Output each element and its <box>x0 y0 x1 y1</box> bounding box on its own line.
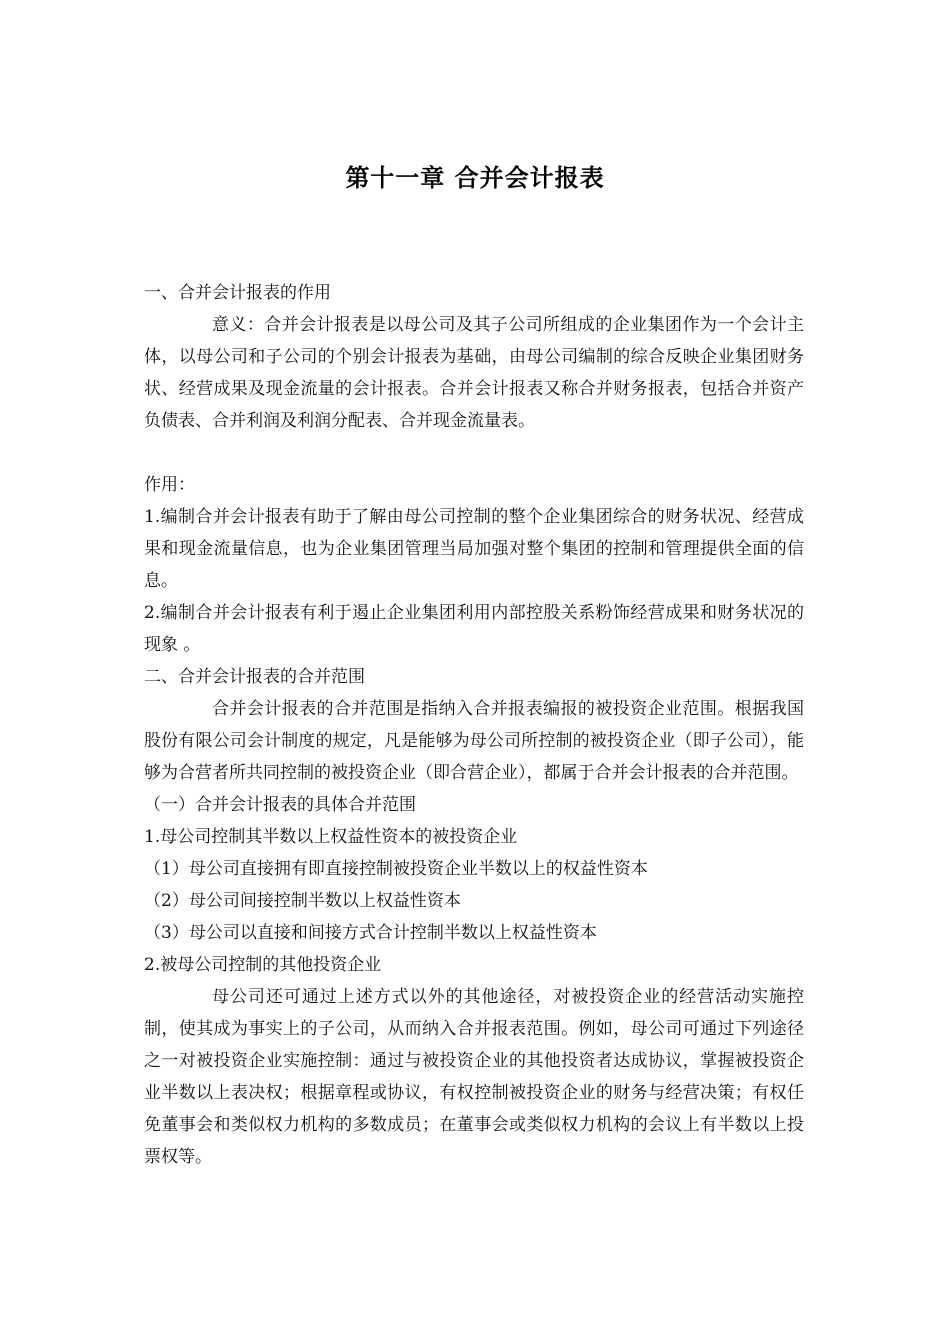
paragraph: （2）母公司间接控制半数以上权益性资本 <box>144 891 461 911</box>
paragraph: 2.编制合并会计报表有利于遏止企业集团利用内部控股关系粉饰经营成果和财务状况的现象 。 <box>144 603 804 655</box>
paragraph: （1）母公司直接拥有即直接控制被投资企业半数以上的权益性资本 <box>144 859 648 879</box>
chapter-title: 第十一章 合并会计报表 <box>345 164 605 192</box>
paragraph: 母公司还可通过上述方式以外的其他途径，对被投资企业的经营活动实施控制，使其成为事实上的子公司，从而纳入合并报表范围。例如，母公司可通过下列途径之一对被投资企业实施控制：通过与被投资企业的其他投资者达成协议，掌握被投资企业半数以上表决权；根据章程或协议，有权控制被投资企业的财务与经营决策；有权任免董事会和类似权力机构的多数成员；在董事会或类似权力机构的会议上有半数以上投票权等。 <box>144 987 804 1167</box>
paragraph: （3）母公司以直接和间接方式合计控制半数以上权益性资本 <box>144 923 597 943</box>
paragraph: 一、合并会计报表的作用 <box>144 283 331 303</box>
paragraph: 2.被母公司控制的其他投资企业 <box>144 955 382 975</box>
paragraph: 合并会计报表的合并范围是指纳入合并报表编报的被投资企业范围。根据我国股份有限公司会计制度的规定，凡是能够为母公司所控制的被投资企业（即子公司），能够为合营者所共同控制的被投资企业（即合营企业），都属于合并会计报表的合并范围。 <box>144 699 804 783</box>
blank-line <box>144 437 804 469</box>
document-body <box>144 277 804 1173</box>
paragraph: 意义：合并会计报表是以母公司及其子公司所组成的企业集团作为一个会计主体，以母公司和子公司的个别会计报表为基础，由母公司编制的综合反映企业集团财务状、经营成果及现金流量的会计报表。合并会计报表又称合并财务报表，包括合并资产负债表、合并利润及利润分配表、合并现金流量表。 <box>144 315 804 431</box>
paragraph: 二、合并会计报表的合并范围 <box>144 667 365 687</box>
paragraph: 作用： <box>144 475 195 495</box>
paragraph: （一）合并会计报表的具体合并范围 <box>144 795 416 815</box>
paragraph: 1.编制合并会计报表有助于了解由母公司控制的整个企业集团综合的财务状况、经营成果和现金流量信息，也为企业集团管理当局加强对整个集团的控制和管理提供全面的信息。 <box>144 507 804 591</box>
paragraph: 1.母公司控制其半数以上权益性资本的被投资企业 <box>144 827 518 847</box>
